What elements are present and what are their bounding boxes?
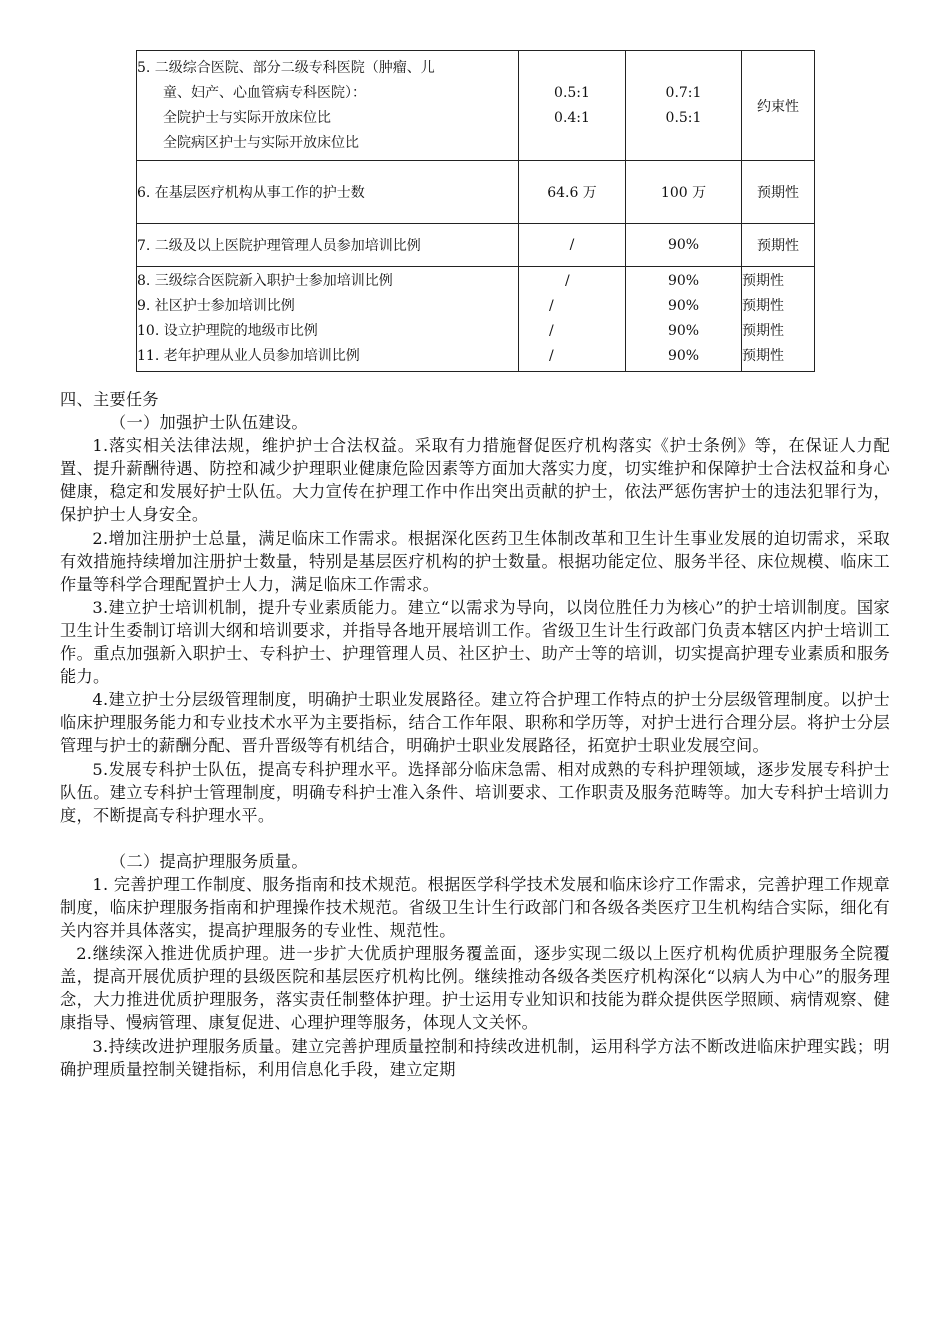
target-cell xyxy=(626,267,742,372)
baseline-cell xyxy=(519,267,626,372)
indicator-name-cell xyxy=(137,51,519,161)
baseline-cell: / xyxy=(519,224,626,267)
paragraph: 1. 完善护理工作制度、服务指南和技术规范。根据医学科学技术发展和临床诊疗工作需求，完善护理工作规章制度，临床护理服务指南和护理操作技术规范。省级卫生计生行政部门和各级各类医疗卫生机构结合实际，细化有关内容并具体落实，提高护理服务的专业性、规范性。 xyxy=(60,874,890,941)
subsection-title: （二）提高护理服务质量。 xyxy=(110,851,308,871)
paragraph: 2.继续深入推进优质护理。进一步扩大优质护理服务覆盖面，逐步实现二级以上医疗机构优质护理服务全院覆盖，提高开展优质护理的县级医院和基层医疗机构比例。继续推动各级各类医疗机构深化“以病人为中心”的服务理念，大力推进优质护理服务，落实责任制整体护理。护士运用专业知识和技能为群众提供医学照顾、病情观察、健康指导、慢病管理、康复促进、心理护理等服务，体现人文关怀。 xyxy=(60,944,890,1033)
target-cell: 90% xyxy=(626,224,742,267)
indicator-name-line: 8. 三级综合医院新入职护士参加培训比例 xyxy=(137,273,393,289)
indicator-name-cell xyxy=(137,267,519,372)
nature-cell: 预期性 xyxy=(742,224,815,267)
target-value: 90% xyxy=(667,323,700,339)
nature-cell xyxy=(742,267,815,372)
target-cell: 100 万 xyxy=(626,161,742,224)
nature-cell: 约束性 xyxy=(742,51,815,161)
paragraph: 2.增加注册护士总量，满足临床工作需求。根据深化医药卫生体制改革和卫生计生事业发展的迫切需求，采取有效措施持续增加注册护士数量，特别是基层医疗机构的护士数量。根据功能定位、服务半径、床位规模、临床工作量等科学合理配置护士人力，满足临床工作需求。 xyxy=(60,528,890,594)
baseline-value: 0.5:1 xyxy=(554,84,590,101)
baseline-value: 0.4:1 xyxy=(554,109,590,126)
baseline-value: / xyxy=(549,348,554,364)
paragraph: 3.建立护士培训机制，提升专业素质能力。建立“以需求为导向，以岗位胜任力为核心”的护士培训制度。国家卫生计生委制订培训大纲和培训要求，并指导各地开展培训工作。省级卫生计生行政部门负责本辖区内护士培训工作。重点加强新入职护士、专科护士、护理管理人员、社区护士、助产士等的培训，切实提高护理专业素质和服务能力。 xyxy=(60,597,890,687)
nature-cell: 预期性 xyxy=(742,161,815,224)
baseline-cell xyxy=(519,51,626,161)
subsection-title: （一）加强护士队伍建设。 xyxy=(110,413,308,433)
baseline-cell: 64.6 万 xyxy=(519,161,626,224)
indicator-name-line: 10. 设立护理院的地级市比例 xyxy=(137,323,318,339)
section-title: 四、主要任务 xyxy=(60,390,159,409)
target-value: 90% xyxy=(667,273,700,289)
baseline-value: / xyxy=(549,323,554,339)
body-text xyxy=(60,388,890,1081)
nature-value: 预期性 xyxy=(742,348,784,364)
indicator-name-line: 9. 社区护士参加培训比例 xyxy=(137,298,295,314)
target-value: 90% xyxy=(667,298,700,314)
table-row xyxy=(137,51,815,161)
paragraph: 4.建立护士分层级管理制度，明确护士职业发展路径。建立符合护理工作特点的护士分层级管理制度。以护士临床护理服务能力和专业技术水平为主要指标，结合工作年限、职称和学历等，对护士进行合理分层。将护士分层管理与护士的薪酬分配、晋升晋级等有机结合，明确护士职业发展路径，拓宽护士职业发展空间。 xyxy=(60,690,890,756)
indicator-name-line: 全院病区护士与实际开放床位比 xyxy=(163,134,359,151)
nature-value: 预期性 xyxy=(742,323,784,339)
baseline-value: / xyxy=(565,273,570,289)
target-value: 0.5:1 xyxy=(665,109,702,126)
table-row xyxy=(137,161,815,224)
paragraph: 5.发展专科护士队伍，提高专科护理水平。选择部分临床急需、相对成熟的专科护理领域，逐步发展专科护士队伍。建立专科护士管理制度，明确专科护士准入条件、培训要求、工作职责及服务范畴等。加大专科护士培训力度，不断提高专科护理水平。 xyxy=(60,759,890,825)
indicator-name-cell: 7. 二级及以上医院护理管理人员参加培训比例 xyxy=(137,224,519,267)
indicator-name-cell: 6. 在基层医疗机构从事工作的护士数 xyxy=(137,161,519,224)
table-row xyxy=(137,267,815,372)
target-value: 0.7:1 xyxy=(665,84,702,101)
paragraph: 1.落实相关法律法规，维护护士合法权益。采取有力措施督促医疗机构落实《护士条例》等，在保证人力配置、提升薪酬待遇、防控和减少护理职业健康危险因素等方面加大落实力度，切实维护和保障护士合法权益和身心健康，稳定和发展好护士队伍。大力宣传在护理工作中作出突出贡献的护士，依法严惩伤害护士的违法犯罪行为，保护护士人身安全。 xyxy=(60,436,890,525)
indicator-name-line: 5. 二级综合医院、部分二级专科医院（肿瘤、儿 xyxy=(137,59,435,76)
target-cell xyxy=(626,51,742,161)
nature-value: 预期性 xyxy=(742,298,784,314)
table-row xyxy=(137,224,815,267)
nature-value: 预期性 xyxy=(742,273,784,289)
indicator-name-line: 童、妇产、心血管病专科医院）： xyxy=(163,84,366,101)
indicator-name-line: 11. 老年护理从业人员参加培训比例 xyxy=(137,348,360,364)
target-value: 90% xyxy=(667,348,700,364)
spacer xyxy=(60,827,890,850)
paragraph: 3.持续改进护理服务质量。建立完善护理质量控制和持续改进机制，运用科学方法不断改进临床护理实践；明确护理质量控制关键指标，利用信息化手段，建立定期 xyxy=(60,1036,890,1079)
baseline-value: / xyxy=(549,298,554,314)
indicator-table xyxy=(136,50,815,372)
indicator-name-line: 全院护士与实际开放床位比 xyxy=(163,109,331,126)
